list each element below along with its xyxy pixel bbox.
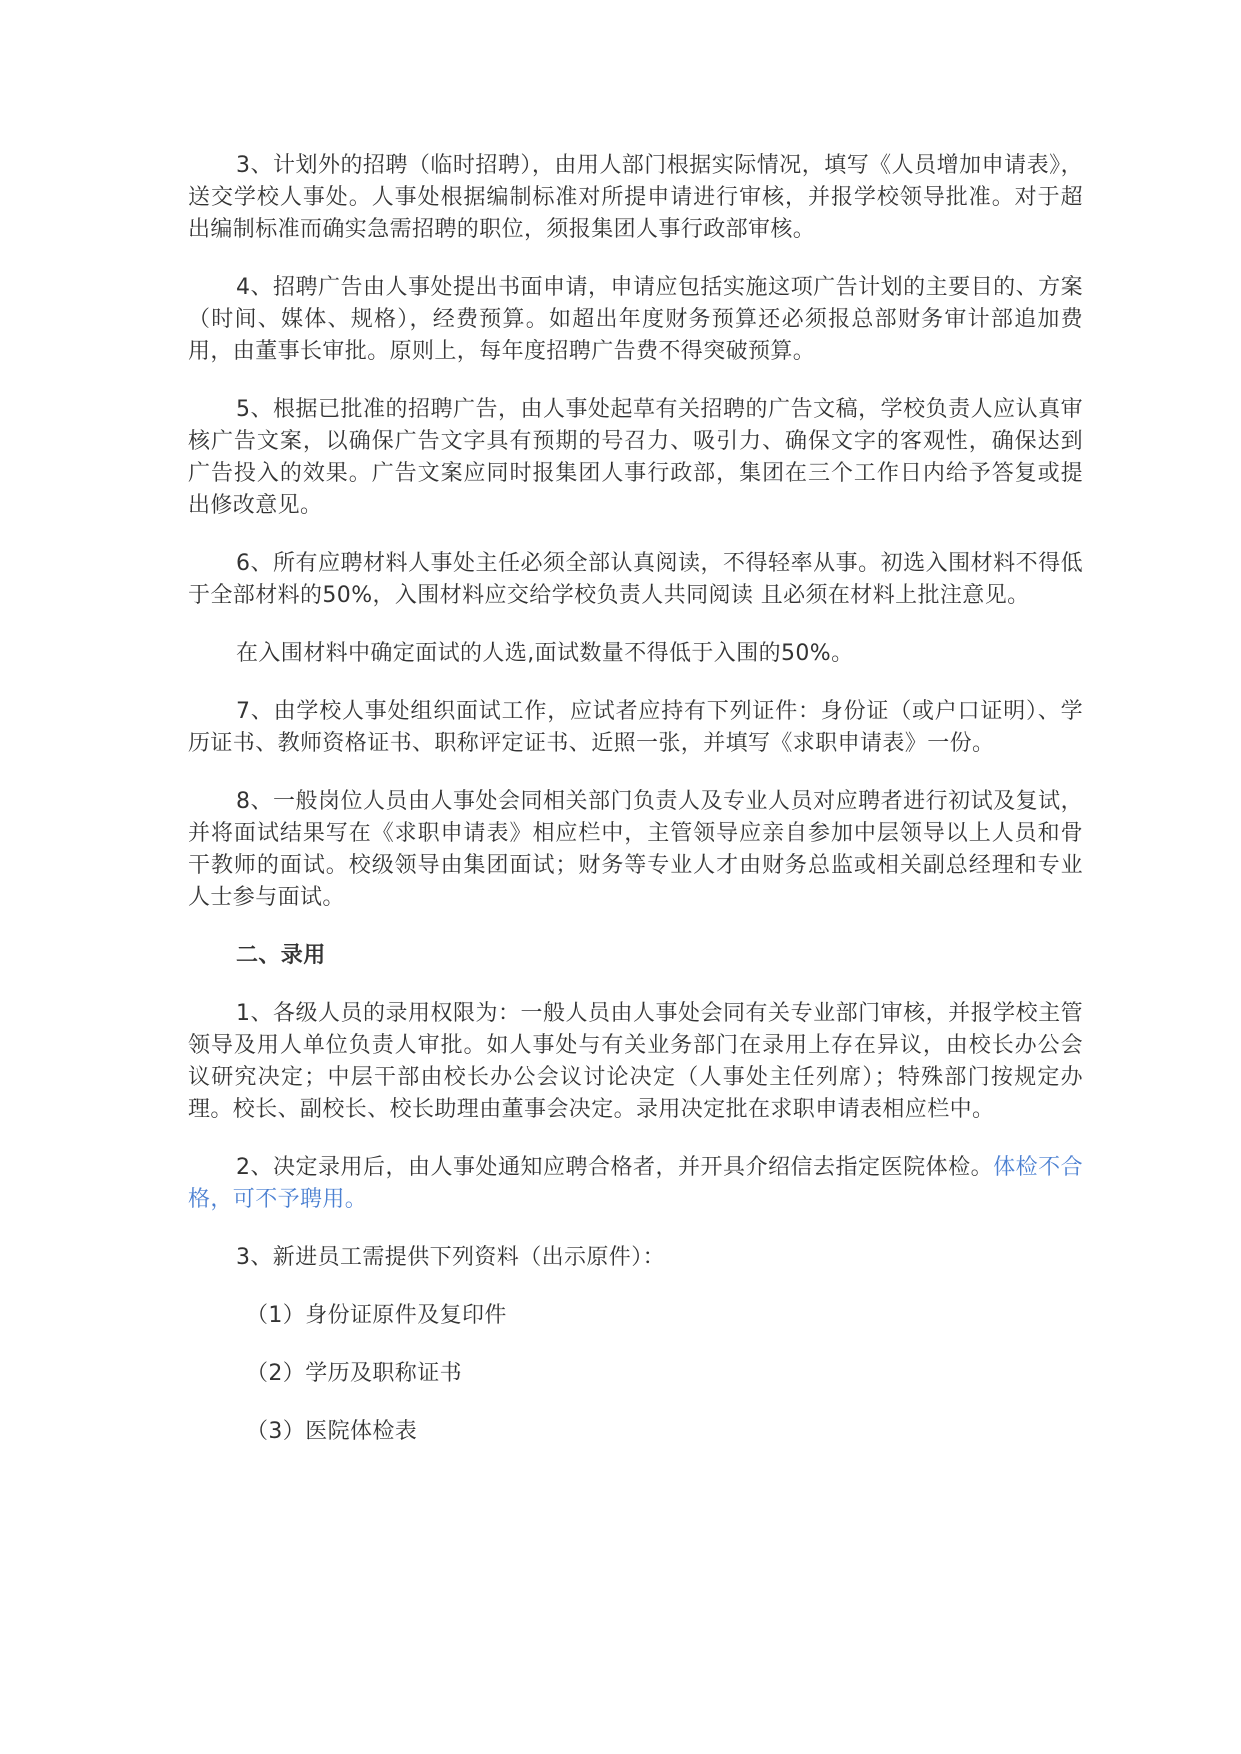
paragraph-item-7: 7、由学校人事处组织面试工作，应试者应持有下列证件：身份证（或户口证明）、学历证书、教师资格证书、职称评定证书、近照一张，并填写《求职申请表》一份。 (188, 699, 1083, 756)
paragraph-item-8: 8、一般岗位人员由人事处会同相关部门负责人及专业人员对应聘者进行初试及复试，并将面试结果写在《求职申请表》相应栏中，主管领导应亲自参加中层领导以上人员和骨干教师的面试。校级领导由集团面试；财务等专业人才由财务总监或相关副总经理和专业人士参与面试。 (188, 789, 1083, 910)
section-heading-hiring: 二、录用 (236, 943, 326, 968)
hiring-paragraph-2-highlight: 体检不合格，可不予聘用。 (188, 1155, 1083, 1212)
paragraph-item-4: 4、招聘广告由人事处提出书面申请，申请应包括实施这项广告计划的主要目的、方案（时间、媒体、规格），经费预算。如超出年度财务预算还必须报总部财务审计部追加费用，由董事长审批。原则上，每年度招聘广告费不得突破预算。 (188, 275, 1083, 364)
document-list-item: （3）医院体检表 (246, 1419, 418, 1444)
hiring-paragraph-3: 3、新进员工需提供下列资料（出示原件）： (236, 1245, 665, 1270)
paragraph-item-6-continued: 在入围材料中确定面试的人选,面试数量不得低于入围的50%。 (236, 641, 854, 666)
document-body (188, 150, 1083, 1474)
paragraph-item-6: 6、所有应聘材料人事处主任必须全部认真阅读，不得轻率从事。初选入围材料不得低于全部材料的50%，入围材料应交给学校负责人共同阅读 且必须在材料上批注意见。 (188, 551, 1083, 608)
paragraph-item-3: 3、计划外的招聘（临时招聘），由用人部门根据实际情况，填写《人员增加申请表》，送交学校人事处。人事处根据编制标准对所提申请进行审核，并报学校领导批准。对于超出编制标准而确实急需招聘的职位，须报集团人事行政部审核。 (188, 153, 1083, 242)
document-list-item: （2）学历及职称证书 (246, 1361, 462, 1386)
hiring-paragraph-2 (188, 1152, 1083, 1216)
document-list-item: （1）身份证原件及复印件 (246, 1303, 507, 1328)
hiring-paragraph-2-main: 2、决定录用后，由人事处通知应聘合格者，并开具介绍信去指定医院体检。 (236, 1155, 994, 1180)
paragraph-item-5: 5、根据已批准的招聘广告，由人事处起草有关招聘的广告文稿，学校负责人应认真审核广告文案，以确保广告文字具有预期的号召力、吸引力、确保文字的客观性，确保达到广告投入的效果。广告文案应同时报集团人事行政部，集团在三个工作日内给予答复或提出修改意见。 (188, 397, 1083, 518)
hiring-paragraph-1: 1、各级人员的录用权限为：一般人员由人事处会同有关专业部门审核，并报学校主管领导及用人单位负责人审批。如人事处与有关业务部门在录用上存在异议，由校长办公会议研究决定；中层干部由校长办公会议讨论决定（人事处主任列席）；特殊部门按规定办理。校长、副校长、校长助理由董事会决定。录用决定批在求职申请表相应栏中。 (188, 1001, 1083, 1122)
